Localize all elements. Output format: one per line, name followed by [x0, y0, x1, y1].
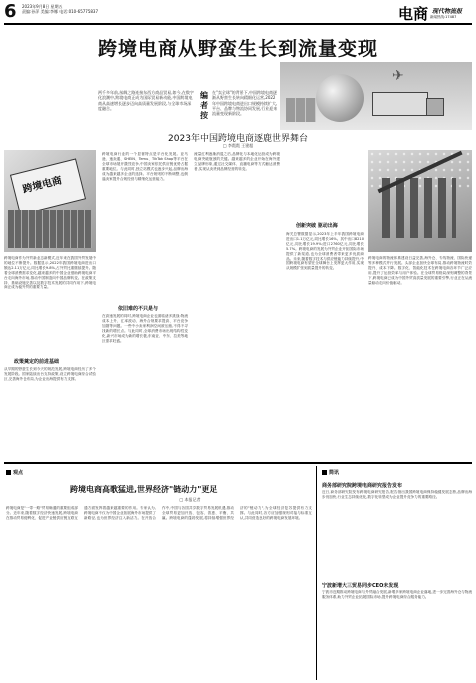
page-number: 6: [4, 1, 17, 22]
keyboard-graphic: [8, 210, 92, 248]
tag-square-icon: [322, 470, 327, 475]
photo-ecommerce-card: [4, 150, 96, 252]
bars-graphic: [382, 178, 456, 238]
main-headline: 跨境电商从野蛮生长到流量变现: [97, 38, 378, 60]
brief2-body: 宁波市近期推动跨境电商与外贸融合发展,新增多家跨境电商企业落地,进一步完善海外仓与物流服务体系,助力外贸企业拓展国际市场,提升跨境电商综合服务能力。: [322, 590, 472, 599]
brief1-title: 商务部研究院跨境电商研究报告发布: [322, 483, 403, 489]
header-hotline: 新闻热线:17487: [430, 15, 457, 19]
article-col2b: 在高速发展的同时,跨境电商企业也面临诸多挑战:物流成本上升、汇率波动、海外合规要求提高、平台竞争加剧等问题。一些中小卖家利润空间被压缩,不得不寻找新的增长点。与此同时,全球消费市场出现结构性变化,新兴市场成为新的增长极,东南亚、中东、拉美等地区需求旺盛。: [102, 314, 188, 343]
logistics-illustration: [280, 62, 472, 130]
bottom-byline: □ 本报记者: [179, 497, 201, 502]
article-col2: 跨境电商行业的一个显著特点是平台化发展。亚马逊、速卖通、SHEIN、Temu、TikTok Shop等平台在全球市场展开激烈竞争,中国卖家依托供应链优势占据重要地位。与此同时,独立站模式也逐步兴起,品牌出海成为越来越多企业的选择。平台规则的不断调整,也倒逼卖家提升合规经营与精细化运营能力。: [102, 152, 188, 181]
cargo-boxes-graphic: [286, 98, 316, 122]
truck-graphic: [372, 92, 428, 116]
header-editors: 责编:孙萍 美编:李娜 电话:010-65775837: [22, 9, 99, 14]
brief1-body: 近日,商务部研究院发布跨境电商研究报告,报告指出我国跨境电商保持稳健发展态势,品牌出海步伐加快,行业生态持续优化,数字化转型成为企业提升竞争力的重要路径。: [322, 490, 472, 499]
article-col4: 跨境电商的物流体系建设日益完善,海外仓、专线物流、国际快递等多种模式并行发展。头部企业加快全球布局,推动跨境物流时效提升、成本下降。数字化、智能化技术在跨境电商各环节广泛应用,提升了运营效率与用户体验。在全球贸易格局深刻调整的背景下,跨境电商已成为中国外贸高质量发展的重要引擎,行业正在从流量驱动走向价值驱动。: [368, 256, 472, 285]
opinion-tag: [6, 469, 23, 476]
intro-right: 在"卖全球"的背景下,中国跨境电商逐渐从野蛮生长转向精细化运营,2022年中国跨境电商进出口规模持续扩大,平台、品牌与物流协同发展,行业迎来流量变现新阶段。: [212, 90, 278, 117]
article-col1b: 从早期的野蛮生长到今天的规范发展,跨境电商经历了多个发展阶段。国家陆续出台支持政策,设立跨境电商综合试验区,完善海外仓布局,为企业出海提供有力支撑。: [4, 367, 96, 381]
col1-subhead: 政策奠定的前进基础: [14, 359, 60, 365]
bottom-headline: 跨境电商高歌猛进,世界经济"链动力"更足: [70, 485, 218, 494]
article-col3: 流量红利逐渐消退之后,品牌化与本地化运营成为跨境电商突破瓶颈的关键。越来越多的企业开始在海外建立品牌形象,通过社交媒体、直播电商等方式触达消费者,实现从卖货到品牌经营的转变。: [194, 152, 280, 171]
photo-growth-chart: [368, 150, 472, 252]
bottom-divider: [316, 466, 317, 680]
section-title: 电商: [398, 5, 429, 23]
article-col1: 跨境电商作为外贸新业态新模式,近年来在我国外贸发展中的地位不断提升。数据显示,2022年我国跨境电商进出口额达2.11万亿元,同比增长9.8%,占外贸比重继续提升。随着全球消费需求变化,越来越多的中国企业借助跨境电商平台走向海外市场,推动中国制造向中国品牌转变。在政策支持、基础设施完善以及数字技术发展的共同作用下,跨境电商正成为稳外贸的重要力量。: [4, 256, 96, 290]
article-byline: □ 李霞霞 王建超: [222, 143, 254, 148]
col3-subhead: 创新突破 驱动出海: [296, 223, 338, 229]
intro-left: 两千多年前,丝绸之路连接东西方商品贸易,如今,在数字化浪潮中,跨境电商正成为国际贸易新动能,中国跨境电商从高速增长逐步迈向高质量发展阶段,与全球市场深度融合。: [98, 90, 194, 111]
bottom-section-rule: [4, 462, 472, 464]
article-col3b: 海关总署数据显示,2023年上半年我国跨境电商进出口1.1万亿元,同比增长16%。其中出口8210亿元,同比增长19.9%;进口2760亿元,同比增长5.7%。跨境电商的发展为外贸企业开拓国际市场提供了新渠道,也为全球消费者带来更多优质商品。未来,随着数字技术与供应链能力持续提升,中国跨境电商有望在全球舞台上发挥更大作用,实现从规模扩张到质量提升的转变。: [286, 232, 364, 271]
editor-note-text: 编者按: [200, 91, 208, 120]
header-date: 2023年9月8日 星期五: [22, 4, 63, 9]
paper-name: 现代物流报: [432, 8, 463, 15]
airplane-icon: ✈: [392, 68, 404, 84]
tag-square-icon: [6, 470, 11, 475]
article-subtitle: 2023年中国跨境电商逐鹿世界舞台: [168, 134, 308, 144]
globe-graphic: [316, 74, 364, 122]
editor-note-label: [200, 91, 209, 121]
briefs-tag-label: 简讯: [329, 470, 340, 476]
photo-card-text: 跨境电商: [21, 175, 64, 196]
page-header: [0, 0, 476, 22]
brief2-title: 宁波新增大三贸易同步CEO未发现: [322, 583, 399, 589]
truck-cab-graphic: [426, 98, 444, 116]
header-meta: [22, 4, 98, 14]
col2-subhead: 依旧难的不只是与: [118, 306, 159, 312]
header-rule: [4, 23, 472, 25]
opinion-tag-label: 观点: [13, 470, 24, 476]
briefs-tag: [322, 469, 339, 476]
bottom-article-body: 跨境电商是"一带一路"贸易畅通的重要组成部分。近年来,随着数字经济快速发展,跨境电商在推动贸易便利化、促进产业链供应链互联互通方面发挥着越来越重要的作用。专家认为,跨境电商不仅为中国企业拓展海外市场提供了新路径,也为世界经济注入新活力。在开放合作中,中国与各国共享数字贸易发展机遇,推动全球贸易更加开放、包容、普惠、平衡、共赢。跨境电商的蓬勃发展,将持续增强世界经济的"链动力",为全球经济复苏提供有力支撑。与此同时,各方应加强规则对接与标准互认,共同营造良好的跨境电商发展环境。: [6, 506, 312, 520]
